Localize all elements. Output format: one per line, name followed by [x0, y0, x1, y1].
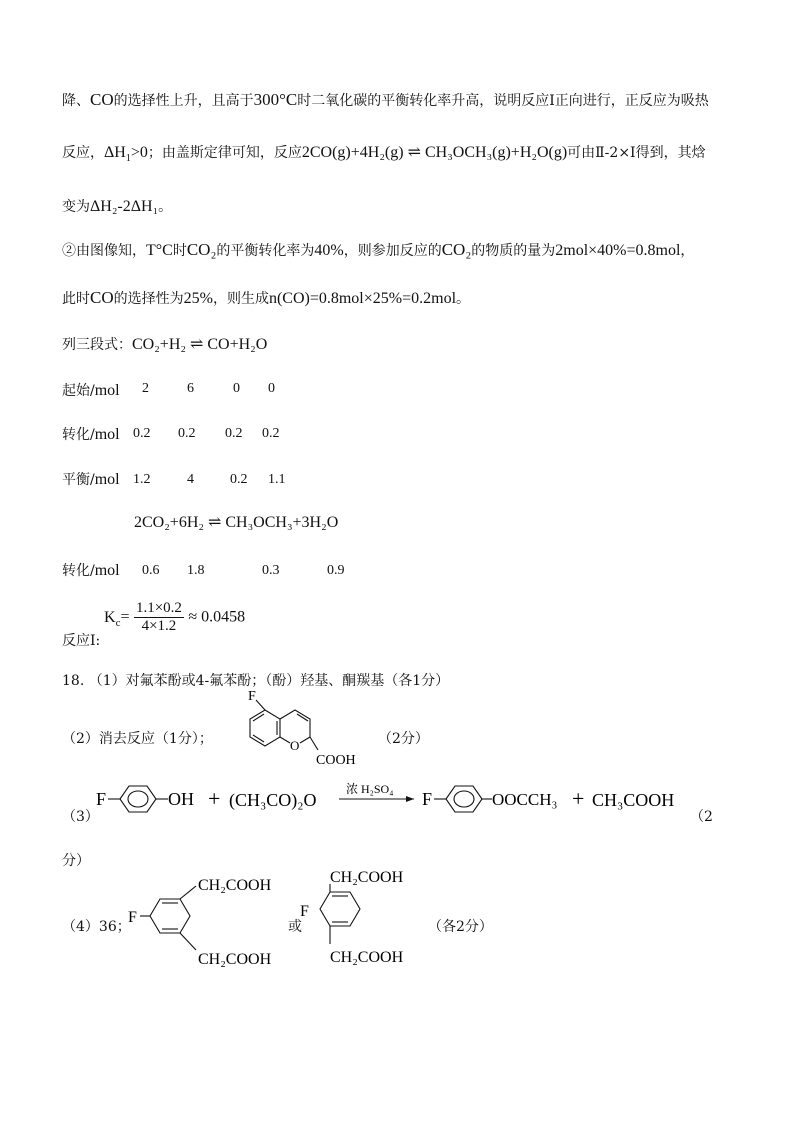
formula-percent: 40%	[314, 242, 344, 259]
text: 的选择性上升，且高于	[113, 93, 254, 109]
q18-line-1: 18. （1）对氟苯酚或4-氟苯酚；（酚）羟基、酮羰基（各1分）	[62, 673, 450, 689]
text-line-4	[62, 240, 694, 260]
text: 反应，	[62, 145, 104, 161]
q18-score: （2	[690, 809, 713, 825]
table-cell: 0	[233, 381, 240, 396]
group-label: OH	[168, 789, 194, 809]
table-cell: 2	[142, 381, 149, 396]
kc-label: 反应Ⅰ:	[62, 633, 101, 649]
text: 此时	[62, 291, 90, 307]
kc-result: ≈ 0.0458	[188, 608, 246, 626]
formula-co: CO	[90, 90, 114, 109]
text: 。	[456, 291, 471, 307]
text: ，则参加反应的	[343, 243, 442, 259]
atom-label: F	[96, 789, 107, 809]
table-cell: 0	[268, 381, 275, 396]
row-label: 转化/mol	[62, 562, 120, 579]
product-label: CH₃COOH	[592, 790, 675, 810]
row-label: 起始/mol	[62, 382, 120, 399]
q18-line-2b: （2分）	[378, 731, 429, 747]
formula-co2: CO₂	[441, 240, 472, 259]
table-cell: 1.8	[187, 563, 205, 578]
text: 降、	[62, 93, 90, 109]
table-cell: 0.2	[262, 426, 280, 441]
table-cell: 1.2	[133, 472, 151, 487]
formula-temperature: 300°C	[253, 90, 298, 109]
text-line-3	[62, 196, 172, 216]
reaction-3-scheme	[96, 774, 706, 826]
text: 可由Ⅱ-2×Ⅰ得到，其焓	[567, 145, 706, 161]
formula-reaction: 2CO(g)+4H₂(g) ⇌ CH₃OCH₃(g)+H₂O(g)	[301, 144, 568, 161]
formula-co: CO	[90, 288, 114, 307]
group-label: CH₂COOH	[330, 869, 404, 886]
q18-line-4a: （4）36；	[62, 919, 131, 935]
table-cell: 0.2	[133, 426, 151, 441]
formula-calc: 2mol×40%=0.8mol	[555, 242, 681, 259]
table-cell: 0.3	[262, 563, 280, 578]
atom-label: O	[290, 738, 300, 753]
formula-dh1: $\Delta H_1>0$	[104, 144, 148, 165]
chromene-structure-icon	[220, 688, 390, 770]
isomer-structure-1-icon	[128, 868, 298, 972]
table-cell: 1.1	[268, 472, 286, 487]
text: 列三段式：	[62, 337, 132, 353]
atom-label: F	[422, 789, 433, 809]
kc-expression	[104, 600, 245, 635]
table-cell: 6	[187, 381, 194, 396]
text: ，	[680, 243, 695, 259]
text-line-6	[62, 334, 267, 354]
formula-t: T°C	[146, 242, 173, 259]
atom-label: F	[300, 903, 309, 920]
formula-calc: n(CO)=0.8mol×25%=0.2mol	[268, 290, 457, 307]
plus-sign: +	[208, 786, 221, 811]
text: 时	[172, 243, 187, 259]
text: 的选择性为	[113, 291, 184, 307]
group-label: CH₂COOH	[198, 877, 272, 894]
kc-symbol: $K_c$	[104, 608, 121, 629]
table-cell: 4	[187, 472, 194, 487]
formula-enthalpy: ΔH₂-2ΔH₁	[90, 198, 159, 215]
atom-label: F	[248, 689, 256, 704]
q18-line-4b: （各2分）	[428, 919, 493, 935]
group-label: CH₂COOH	[330, 949, 404, 966]
plus-sign: +	[572, 786, 585, 811]
text-line-1	[62, 90, 709, 110]
text: 的平衡转化率为	[216, 243, 315, 259]
fraction-numerator: 1.1×0.2	[135, 600, 182, 616]
text: ，则生成	[212, 291, 269, 307]
table-cell: 0.6	[142, 563, 160, 578]
text: ；由盖斯定律可知，反应	[147, 145, 302, 161]
text: ②由图像知，	[62, 243, 146, 259]
table-cell: 0.2	[225, 426, 243, 441]
text-line-5	[62, 288, 470, 308]
text-line-2	[62, 142, 706, 164]
or-text: 或	[288, 919, 302, 935]
formula-reaction-1: CO₂+H₂ ⇌ CO+H₂O	[132, 336, 268, 353]
atom-label: F	[128, 909, 137, 926]
formula-co2: CO₂	[186, 240, 217, 259]
isomer-structure-2-icon	[300, 864, 420, 974]
group-label: OOCCH₃	[492, 790, 558, 809]
kc-fraction	[134, 600, 184, 635]
group-label: COOH	[316, 753, 356, 768]
q18-line-3a: （3）	[62, 809, 99, 825]
formula-reaction-2: 2CO₂+6H₂ ⇌ CH₃OCH₃+3H₂O	[134, 514, 339, 531]
reagent-label: (CH₃CO)₂O	[229, 790, 317, 810]
text: 的物质的量为	[471, 243, 556, 259]
equals-sign: =	[120, 608, 130, 626]
table-cell: 0.9	[327, 563, 345, 578]
q18-line-2a: （2）消去反应（1分）；	[62, 731, 213, 747]
table-cell: 0.2	[178, 426, 196, 441]
condition-label: 浓 H₂SO₄	[346, 782, 394, 796]
text: 时二氧化碳的平衡转化率升高，说明反应Ⅰ正向进行，正反应为吸热	[297, 93, 709, 109]
q18-line-3b: 分）	[62, 853, 90, 869]
formula-percent: 25%	[183, 290, 213, 307]
row-label: 平衡/mol	[62, 471, 120, 488]
fraction-denominator: 4×1.2	[141, 618, 177, 634]
table-cell: 0.2	[230, 472, 248, 487]
group-label: CH₂COOH	[198, 951, 272, 968]
text: 变为	[62, 199, 90, 215]
row-label: 转化/mol	[62, 426, 120, 443]
text: 。	[158, 199, 173, 215]
